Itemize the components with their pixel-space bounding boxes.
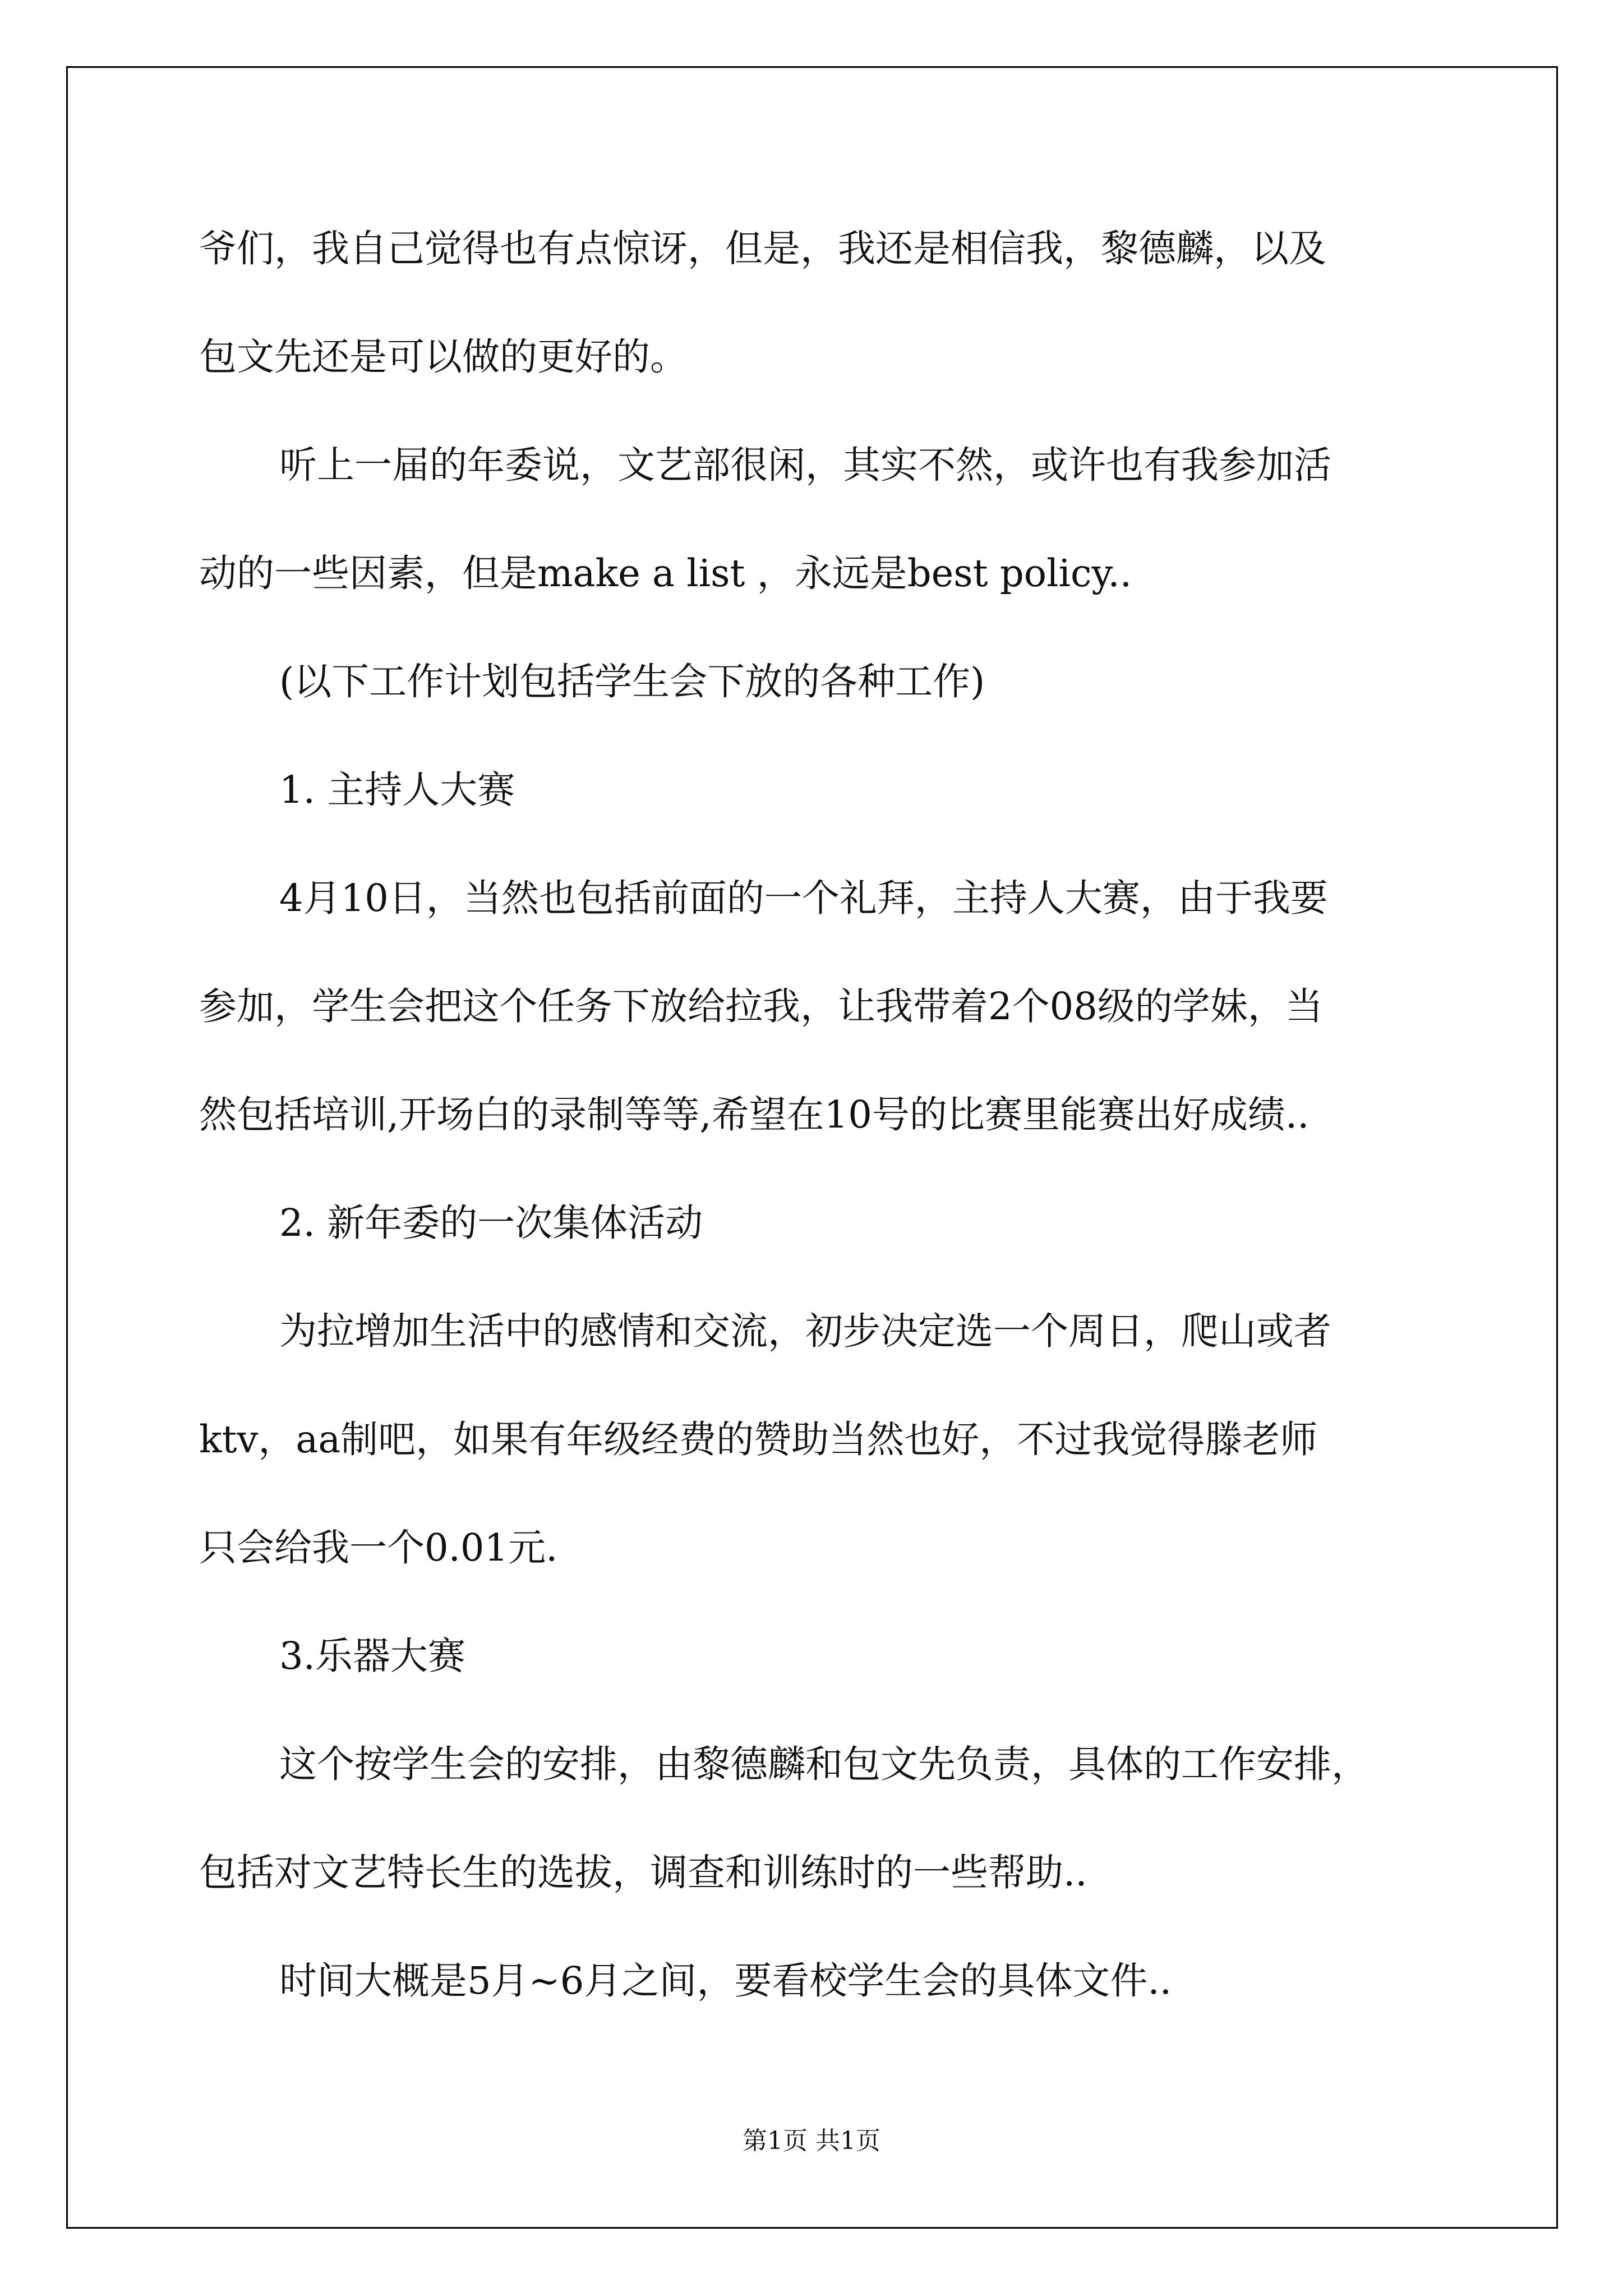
text-line: (以下工作计划包括学生会下放的各种工作) — [279, 660, 985, 703]
text-line: 只会给我一个0.01元. — [199, 1526, 558, 1570]
section-heading: 1. 主持人大赛 — [279, 768, 515, 812]
page-number-footer: 第1页 共1页 — [743, 2127, 880, 2155]
text-line: 然包括培训,开场白的录制等等,希望在10号的比赛里能赛出好成绩.. — [199, 1093, 1310, 1137]
text-line: 包括对文艺特长生的选拔，调查和训练时的一些帮助.. — [199, 1851, 1087, 1894]
text-line: 为拉增加生活中的感情和交流，初步决定选一个周日，爬山或者 — [279, 1309, 1331, 1353]
section-heading: 2. 新年委的一次集体活动 — [279, 1201, 703, 1245]
text-line: 动的一些因素，但是make a list ，永远是best policy.. — [199, 551, 1132, 595]
text-line: 4月10日，当然也包括前面的一个礼拜，主持人大赛，由于我要 — [279, 876, 1328, 920]
text-line: 听上一届的年委说，文艺部很闲，其实不然，或许也有我参加活 — [279, 443, 1331, 487]
text-line: 这个按学生会的安排，由黎德麟和包文先负责，具体的工作安排， — [279, 1742, 1369, 1786]
section-heading: 3.乐器大赛 — [279, 1634, 465, 1678]
text-line: 包文先还是可以做的更好的。 — [199, 335, 688, 379]
text-line: 参加，学生会把这个任务下放给拉我，让我带着2个08级的学妹，当 — [199, 984, 1323, 1028]
text-line: ktv，aa制吧，如果有年级经费的赞助当然也好，不过我觉得滕老师 — [199, 1418, 1318, 1461]
text-line: 时间大概是5月~6月之间，要看校学生会的具体文件.. — [279, 1959, 1172, 2003]
text-line: 爷们，我自己觉得也有点惊讶，但是，我还是相信我，黎德麟，以及 — [199, 227, 1326, 270]
page-border — [66, 66, 1558, 2229]
